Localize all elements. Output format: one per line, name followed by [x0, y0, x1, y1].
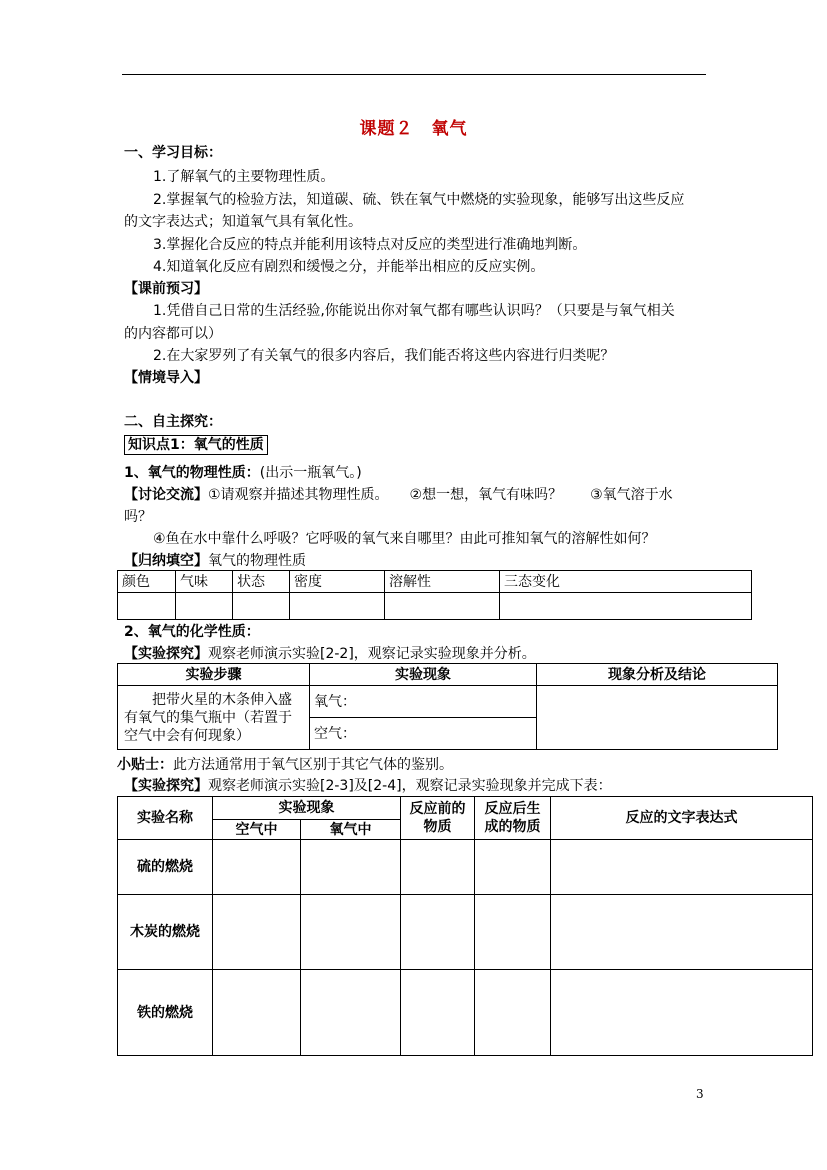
table-header: 三态变化: [500, 571, 752, 593]
table-header: 实验步骤: [118, 664, 310, 686]
table-cell[interactable]: [213, 895, 301, 970]
physical-properties-table: [117, 570, 752, 620]
table-cell[interactable]: [301, 895, 401, 970]
table-row-label: 木炭的燃烧: [118, 895, 213, 970]
table-header: 反应前的 物质: [401, 797, 475, 840]
table-cell[interactable]: [176, 593, 233, 620]
table-cell[interactable]: [475, 895, 551, 970]
table-cell[interactable]: [551, 840, 813, 895]
discuss-line: ④鱼在水中靠什么呼吸？它呼吸的氧气来自哪里？由此可推知氧气的溶解性如何？: [153, 531, 656, 547]
table-header: 溶解性: [385, 571, 500, 593]
table-header: 密度: [290, 571, 385, 593]
table-row-label: 硫的燃烧: [118, 840, 213, 895]
table-header: 实验名称: [118, 797, 213, 840]
page-number: 3: [696, 1087, 704, 1101]
table-cell[interactable]: [551, 895, 813, 970]
table-cell[interactable]: [301, 840, 401, 895]
table-cell[interactable]: [551, 970, 813, 1056]
intro-heading: 【情境导入】: [124, 370, 208, 386]
table-cell[interactable]: [290, 593, 385, 620]
table-cell[interactable]: [385, 593, 500, 620]
table-cell[interactable]: [401, 895, 475, 970]
summary-line: 【归纳填空】氧气的物理性质: [124, 553, 306, 569]
section2-heading: 二、自主探究：: [124, 414, 222, 430]
exp2-intro: 【实验探究】观察老师演示实验[2-3]及[2-4]，观察记录实验现象并完成下表：: [124, 778, 612, 794]
objective-item: 1.了解氧气的主要物理性质。: [153, 169, 335, 185]
experiment1-table: [117, 663, 778, 750]
table-header: 空气中: [213, 820, 301, 840]
table-cell[interactable]: [475, 970, 551, 1056]
table-header: 实验现象: [213, 797, 401, 820]
table-header: 现象分析及结论: [537, 664, 778, 686]
tip-line: 小贴士：此方法通常用于氧气区别于其它气体的鉴别。: [117, 757, 453, 773]
table-cell[interactable]: [213, 840, 301, 895]
table-header: 氧气中: [301, 820, 401, 840]
experiment2-table: [117, 796, 813, 1056]
table-row-label: 铁的燃烧: [118, 970, 213, 1056]
table-header: 反应后生 成的物质: [475, 797, 551, 840]
table-cell[interactable]: [500, 593, 752, 620]
table-cell[interactable]: [475, 840, 551, 895]
oxygen-observation-cell[interactable]: 氧气：: [310, 686, 537, 718]
table-header: 颜色: [118, 571, 176, 593]
table-cell[interactable]: [213, 970, 301, 1056]
air-observation-cell[interactable]: 空气：: [310, 718, 537, 750]
table-header: 状态: [233, 571, 290, 593]
preview-item: 2.在大家罗列了有关氧气的很多内容后，我们能否将这些内容进行归类呢？: [153, 348, 615, 364]
objective-item: 2.掌握氧气的检验方法，知道碳、硫、铁在氧气中燃烧的实验现象，能够写出这些反应: [153, 192, 685, 208]
objective-item: 3.掌握化合反应的特点并能利用该特点对反应的类型进行准确地判断。: [153, 237, 587, 253]
discuss-line: 吗？: [124, 509, 152, 525]
preview-item: 的内容都可以）: [124, 326, 222, 342]
analysis-cell[interactable]: [537, 686, 778, 750]
table-cell[interactable]: [118, 593, 176, 620]
table-header: 反应的文字表达式: [551, 797, 813, 840]
table-cell[interactable]: [301, 970, 401, 1056]
objective-item: 的文字表达式；知道氧气具有氧化性。: [124, 214, 362, 230]
header-rule: [122, 74, 706, 75]
table-header: 气味: [176, 571, 233, 593]
page-title: 课题２ 氧气: [359, 119, 468, 139]
preview-item: 1.凭借自己日常的生活经验,你能说出你对氧气都有哪些认识吗？（只要是与氧气相关: [153, 303, 675, 319]
table-cell[interactable]: [401, 970, 475, 1056]
experiment-step-cell: 把带火星的木条伸入盛 有氧气的集气瓶中（若置于 空气中会有何现象）: [118, 686, 310, 750]
discuss-line: 【讨论交流】①请观察并描述其物理性质。 ②想一想，氧气有味吗？ ③氧气溶于水: [124, 487, 673, 503]
preview-heading: 【课前预习】: [124, 281, 208, 297]
table-cell[interactable]: [233, 593, 290, 620]
objective-item: 4.知道氧化反应有剧烈和缓慢之分，并能举出相应的反应实例。: [153, 259, 545, 275]
table-header: 实验现象: [310, 664, 537, 686]
exp1-intro: 【实验探究】观察老师演示实验[2-2]，观察记录实验现象并分析。: [124, 646, 536, 662]
chem-heading: 2、氧气的化学性质：: [124, 624, 260, 640]
section1-heading: 一、学习目标：: [124, 145, 222, 161]
table-cell[interactable]: [401, 840, 475, 895]
knowledge-point-1: 知识点1：氧气的性质: [124, 435, 268, 455]
phys-heading-line: 1、氧气的物理性质：(出示一瓶氧气。): [124, 465, 362, 481]
